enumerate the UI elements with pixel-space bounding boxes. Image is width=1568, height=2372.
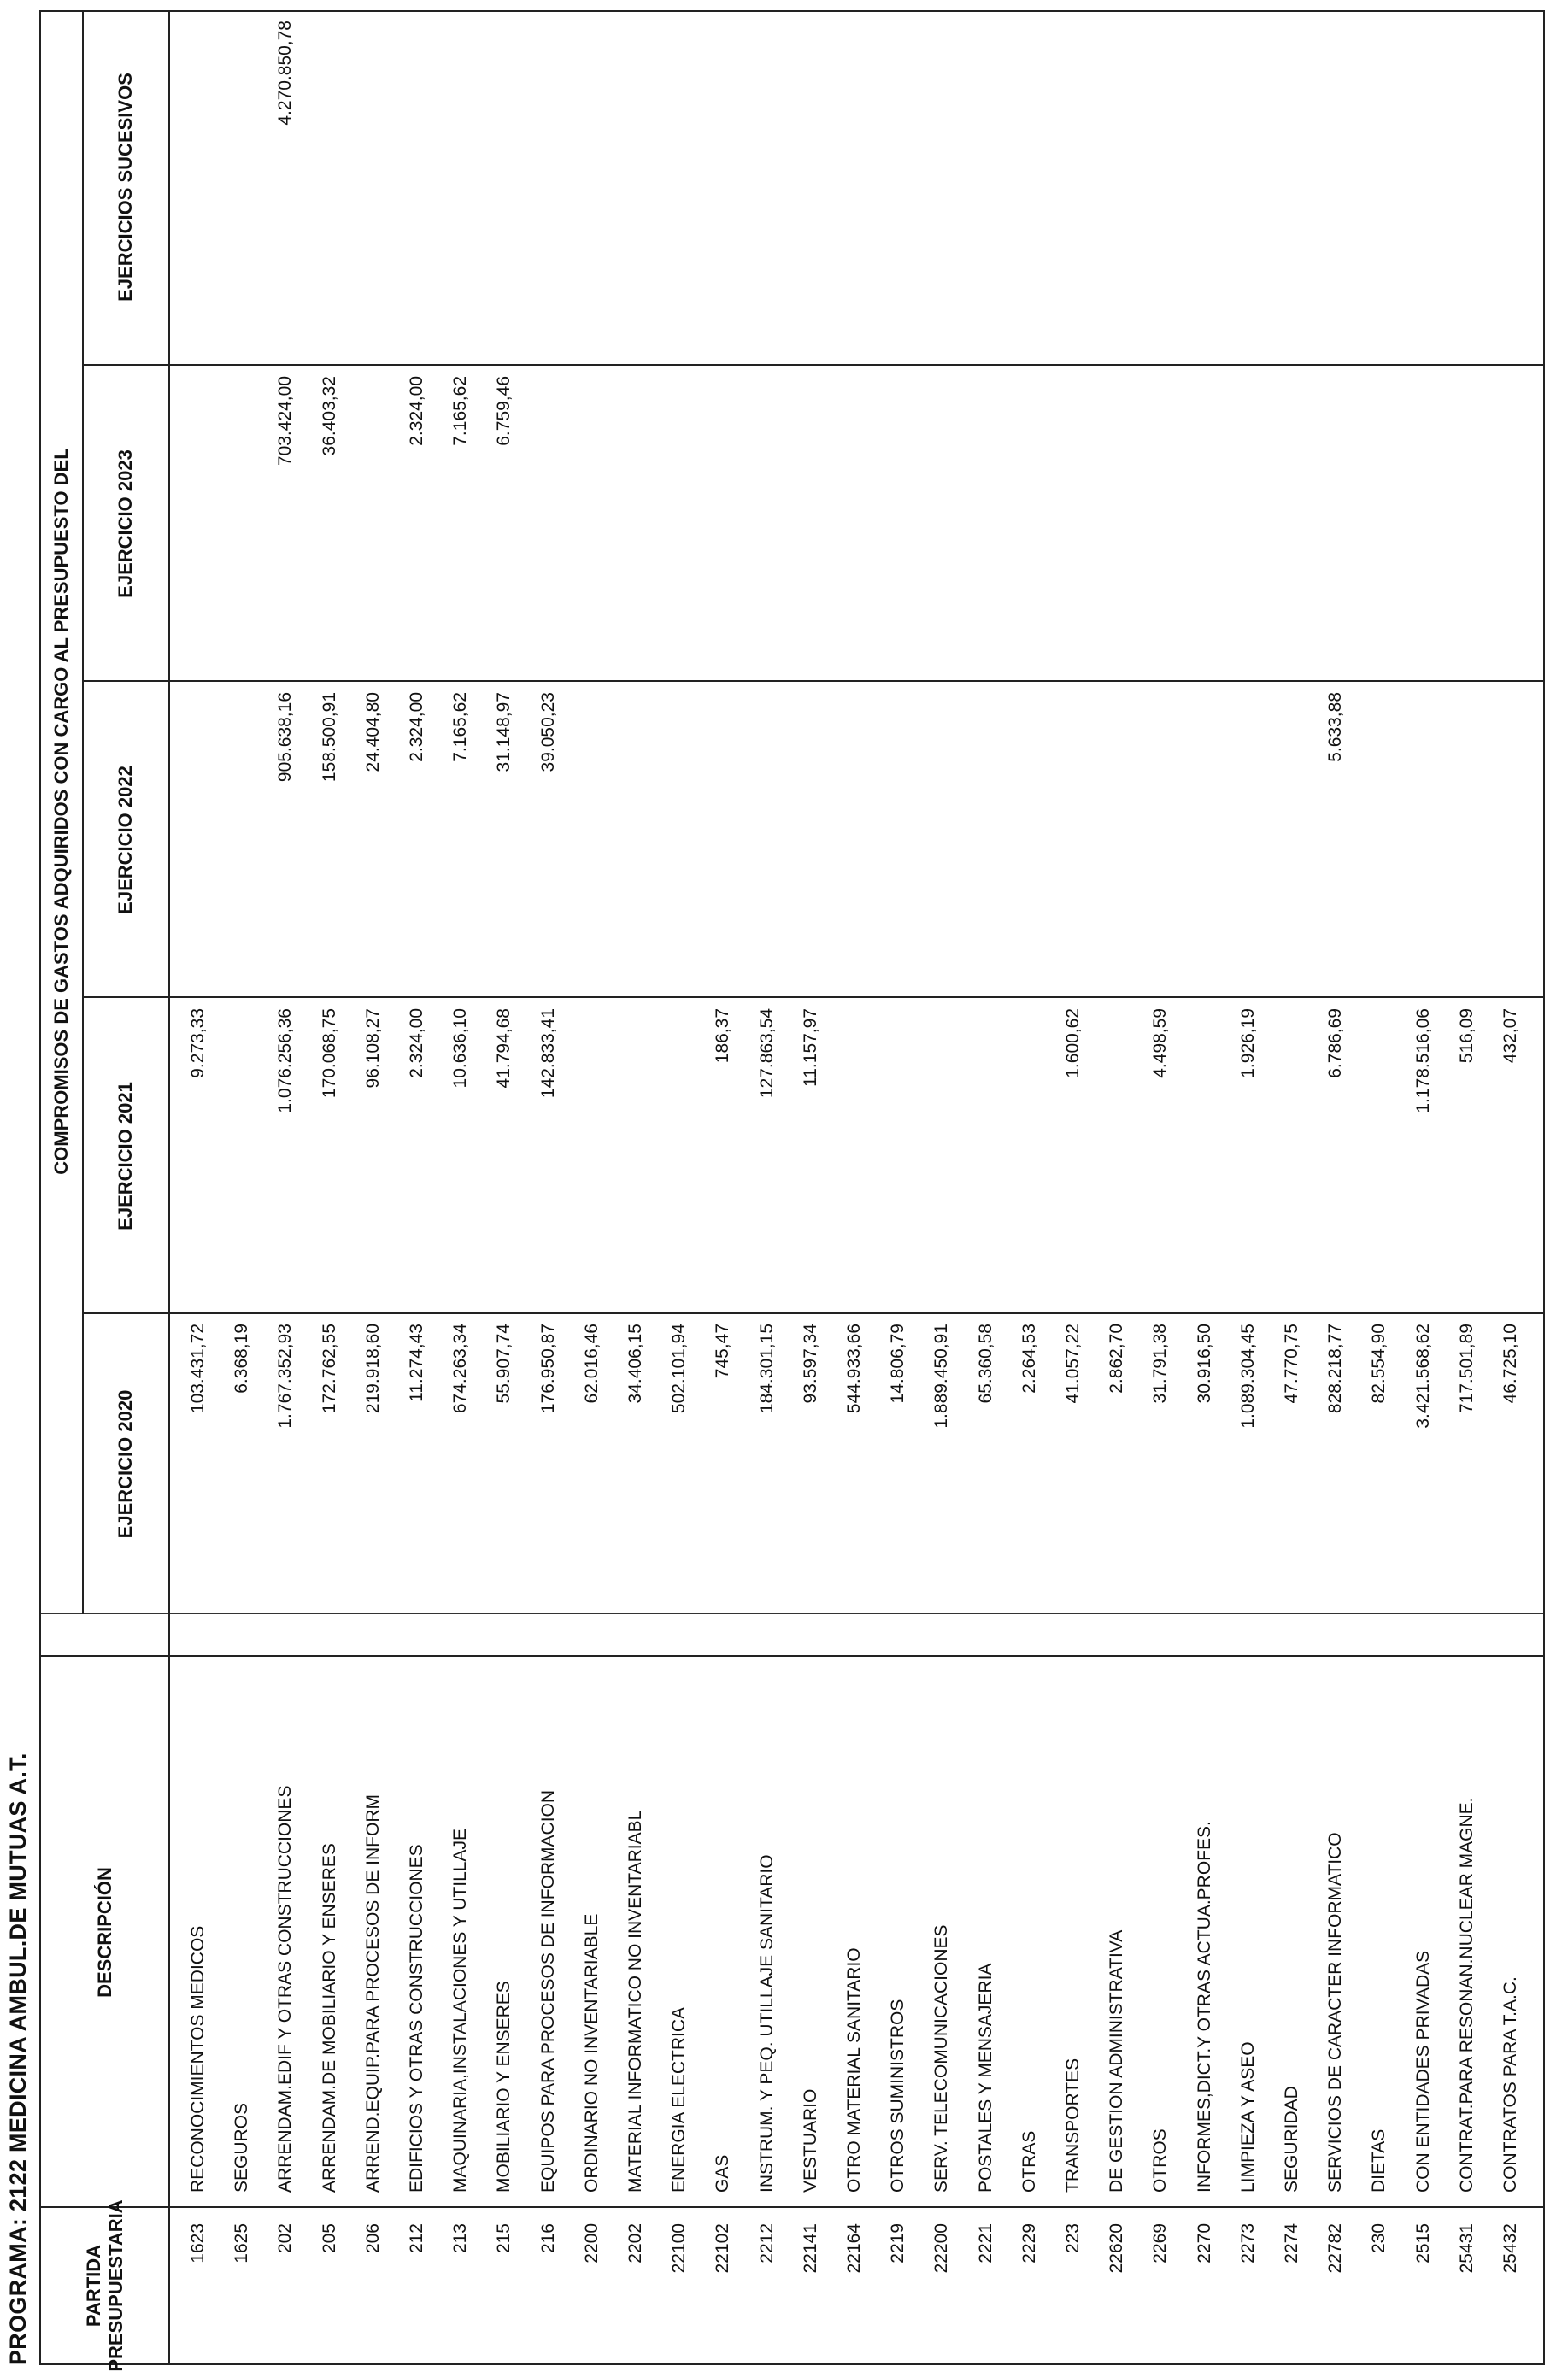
row-amount: 1.926,19: [1237, 1008, 1258, 1078]
row-code: 2273: [1237, 2223, 1258, 2263]
row-code: 2200: [581, 2223, 602, 2263]
row-description: ARRENDAM.EDIF Y OTRAS CONSTRUCCIONES: [275, 1785, 296, 2193]
header-partida: PARTIDA PRESUPUESTARIA: [83, 2199, 126, 2372]
row-amount: 65.360,58: [975, 1324, 995, 1404]
row-amount: 24.404,80: [362, 692, 383, 772]
row-description: DIETAS: [1369, 2128, 1389, 2193]
row-description: VESTUARIO: [800, 2088, 820, 2193]
row-amount: 47.770,75: [1282, 1324, 1301, 1404]
row-amount: 717.501,89: [1456, 1324, 1477, 1414]
row-code: 2270: [1194, 2223, 1214, 2263]
budget-table: [39, 10, 1545, 2372]
row-amount: 6.786,69: [1325, 1008, 1346, 1078]
row-amount: 2.862,70: [1107, 1324, 1127, 1394]
row-description: CONTRAT.PARA RESONAN.NUCLEAR MAGNE.: [1456, 1797, 1477, 2193]
row-amount: 158.500,91: [319, 692, 339, 783]
table-body: [41, 12, 1543, 2372]
row-amount: 142.833,41: [537, 1008, 558, 1099]
row-amount: 11.274,43: [407, 1324, 426, 1402]
row-description: LIMPIEZA Y ASEO: [1237, 2041, 1258, 2193]
row-amount: 219.918,60: [362, 1324, 383, 1414]
row-description: SEGURIDAD: [1282, 2086, 1301, 2193]
row-code: 215: [494, 2223, 514, 2254]
row-amount: 186,37: [713, 1008, 733, 1064]
row-amount: 176.950,87: [537, 1324, 558, 1414]
page-title: PROGRAMA: 2122 MEDICINA AMBUL.DE MUTUAS A.T.: [5, 1753, 31, 2365]
row-amount: 7.165,62: [450, 376, 471, 446]
row-code: 205: [319, 2223, 339, 2254]
row-code: 2229: [1019, 2223, 1039, 2263]
header-sucesivos: EJERCICIOS SUCESIVOS: [114, 73, 136, 302]
row-amount: 544.933,66: [844, 1324, 864, 1414]
row-description: TRANSPORTES: [1063, 2058, 1083, 2193]
row-description: CONTRATOS PARA T.A.C.: [1500, 1976, 1520, 2193]
row-amount: 2.324,00: [407, 1008, 426, 1078]
row-description: OTRAS: [1019, 2130, 1039, 2193]
row-description: ENERGIA ELECTRICA: [669, 2006, 690, 2193]
row-code: 22200: [931, 2223, 952, 2274]
row-amount: 41.794,68: [494, 1008, 514, 1089]
row-amount: 4.498,59: [1150, 1008, 1171, 1078]
row-amount: 2.264,53: [1019, 1324, 1039, 1394]
row-description: CON ENTIDADES PRIVADAS: [1412, 1950, 1433, 2193]
row-code: 223: [1063, 2223, 1083, 2254]
row-amount: 6.759,46: [494, 376, 514, 446]
row-code: 2274: [1282, 2223, 1301, 2263]
row-code: 25431: [1456, 2223, 1477, 2274]
row-amount: 14.806,79: [888, 1324, 908, 1404]
row-amount: 11.157,97: [800, 1008, 820, 1087]
row-code: 216: [537, 2223, 558, 2254]
row-description: OTROS: [1150, 2128, 1171, 2193]
row-description: OTRO MATERIAL SANITARIO: [844, 1947, 864, 2193]
row-amount: 82.554,90: [1369, 1324, 1389, 1404]
row-description: EDIFICIOS Y OTRAS CONSTRUCCIONES: [407, 1844, 426, 2193]
row-code: 230: [1369, 2223, 1389, 2254]
row-amount: 172.762,55: [319, 1324, 339, 1414]
row-amount: 184.301,15: [756, 1324, 777, 1414]
row-description: RECONOCIMIENTOS MEDICOS: [188, 1925, 208, 2193]
row-description: MATERIAL INFORMATICO NO INVENTARIABL: [625, 1810, 645, 2193]
row-amount: 103.431,72: [188, 1324, 208, 1414]
header-descripcion: DESCRIPCIÓN: [93, 1867, 115, 1998]
row-amount: 745,47: [713, 1324, 733, 1379]
row-amount: 9.273,33: [188, 1008, 208, 1078]
row-amount: 674.263,34: [450, 1324, 471, 1414]
row-amount: 1.600,62: [1063, 1008, 1083, 1078]
row-description: EQUIPOS PARA PROCESOS DE INFORMACION: [537, 1789, 558, 2193]
row-amount: 7.165,62: [450, 692, 471, 762]
row-description: POSTALES Y MENSAJERIA: [975, 1963, 995, 2193]
row-description: OTROS SUMINISTROS: [888, 1999, 908, 2193]
row-amount: 502.101,94: [669, 1324, 690, 1414]
row-amount: 96.108,27: [362, 1008, 383, 1089]
row-code: 2269: [1150, 2223, 1171, 2263]
row-description: SEGUROS: [232, 2102, 252, 2193]
header-2023: EJERCICIO 2023: [114, 449, 136, 598]
row-amount: 2.324,00: [407, 692, 426, 762]
row-code: 2219: [888, 2223, 908, 2263]
row-description: SERV. TELECOMUNICACIONES: [931, 1924, 952, 2193]
header-2022: EJERCICIO 2022: [114, 766, 136, 914]
row-description: ARREND.EQUIP.PARA PROCESOS DE INFORM: [362, 1794, 383, 2193]
row-amount: 1.889.450,91: [931, 1324, 952, 1429]
row-amount: 34.406,15: [625, 1324, 645, 1404]
row-code: 2221: [975, 2223, 995, 2263]
row-amount: 46.725,10: [1500, 1324, 1520, 1404]
row-code: 202: [275, 2223, 296, 2254]
row-code: 22102: [713, 2223, 733, 2274]
row-amount: 55.907,74: [494, 1324, 514, 1404]
row-code: 22100: [669, 2223, 690, 2274]
row-amount: 5.633,88: [1325, 692, 1346, 762]
row-amount: 127.863,54: [756, 1008, 777, 1099]
row-description: ARRENDAM.DE MOBILIARIO Y ENSERES: [319, 1843, 339, 2193]
row-amount: 1.089.304,45: [1237, 1324, 1258, 1429]
header-2020: EJERCICIO 2020: [114, 1389, 136, 1539]
row-code: 1623: [188, 2223, 208, 2263]
row-code: 22620: [1107, 2223, 1127, 2274]
row-code: 2515: [1412, 2223, 1433, 2263]
row-amount: 432,07: [1500, 1008, 1520, 1064]
row-amount: 10.636,10: [450, 1008, 471, 1089]
row-amount: 1.767.352,93: [275, 1324, 296, 1429]
row-description: MAQUINARIA,INSTALACIONES Y UTILLAJE: [450, 1829, 471, 2193]
row-amount: 2.324,00: [407, 376, 426, 446]
row-description: DE GESTION ADMINISTRATIVA: [1107, 1929, 1127, 2193]
header-group: COMPROMISOS DE GASTOS ADQUIRIDOS CON CARGO AL PRESUPUESTO DEL: [50, 448, 73, 1175]
row-code: 206: [362, 2223, 383, 2254]
row-amount: 170.068,75: [319, 1008, 339, 1099]
row-amount: 1.076.256,36: [275, 1008, 296, 1113]
row-amount: 62.016,46: [581, 1324, 602, 1404]
row-amount: 30.916,50: [1194, 1324, 1214, 1404]
row-amount: 39.050,23: [537, 692, 558, 772]
row-code: 2202: [625, 2223, 645, 2263]
row-amount: 828.218,77: [1325, 1324, 1346, 1414]
row-amount: 6.368,19: [232, 1324, 252, 1394]
row-description: INSTRUM. Y PEQ. UTILLAJE SANITARIO: [756, 1854, 777, 2193]
row-code: 22141: [800, 2223, 820, 2274]
row-amount: 41.057,22: [1063, 1324, 1083, 1404]
row-code: 213: [450, 2223, 471, 2254]
header-2021: EJERCICIO 2021: [114, 1082, 136, 1230]
row-amount: 1.178.516,06: [1412, 1008, 1433, 1113]
row-amount: 93.597,34: [800, 1324, 820, 1404]
row-description: MOBILIARIO Y ENSERES: [494, 1981, 514, 2193]
row-amount: 3.421.568,62: [1412, 1324, 1433, 1429]
row-amount: 31.791,38: [1150, 1324, 1171, 1404]
row-code: 22782: [1325, 2223, 1346, 2274]
row-code: 25432: [1500, 2223, 1520, 2274]
row-code: 212: [407, 2223, 426, 2254]
row-amount: 36.403,32: [319, 376, 339, 456]
row-description: INFORMES,DICT.Y OTRAS ACTUA.PROFES.: [1194, 1821, 1214, 2193]
row-amount: 516,09: [1456, 1008, 1477, 1064]
row-description: GAS: [713, 2154, 733, 2193]
row-amount: 905.638,16: [275, 692, 296, 783]
row-description: ORDINARIO NO INVENTARIABLE: [581, 1913, 602, 2193]
row-code: 22164: [844, 2223, 864, 2274]
row-code: 1625: [232, 2223, 252, 2263]
row-amount: 4.270.850,78: [275, 21, 296, 126]
row-amount: 703.424,00: [275, 376, 296, 467]
row-code: 2212: [756, 2223, 777, 2263]
row-amount: 31.148,97: [494, 692, 514, 772]
row-description: SERVICIOS DE CARACTER INFORMATICO: [1325, 1832, 1346, 2193]
